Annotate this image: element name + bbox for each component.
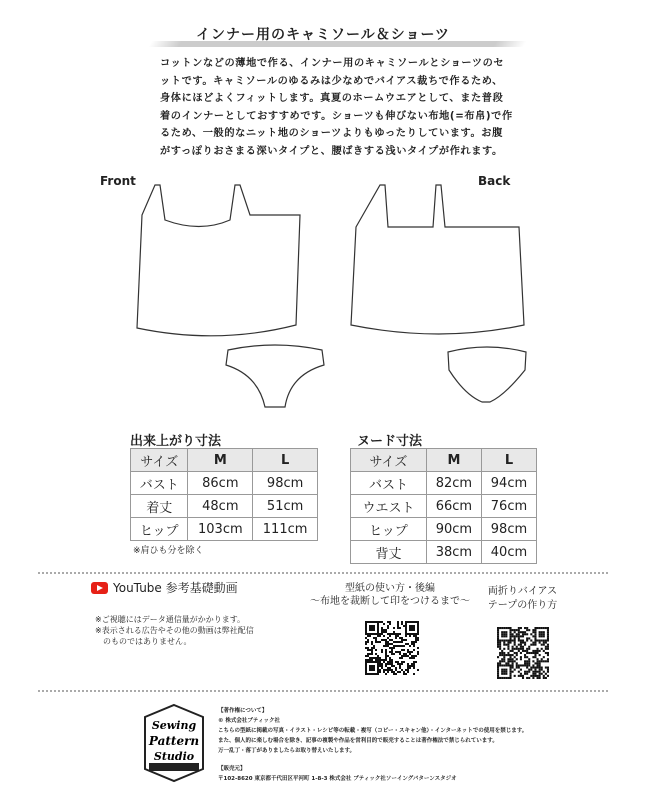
- table-row: サイズ M L: [351, 449, 537, 472]
- youtube-notes: ※ご視聴にはデータ通信量がかかります。 ※表示される広告やその他の動画は弊社配信 のものではありません。: [95, 615, 254, 646]
- finished-size-table: [130, 448, 318, 541]
- nude-size-table: [350, 448, 537, 564]
- svg-text:Studio: Studio: [153, 750, 195, 763]
- youtube-icon: [91, 582, 108, 594]
- camisole-back: [351, 185, 524, 334]
- desc-line: 着のインナーとしておすすめです。ショーツも伸びない布地(=布帛)で作: [160, 110, 513, 122]
- video2-title: 両折りバイアス テープの作り方: [487, 586, 558, 611]
- table-row: ヒップ 90cm 98cm: [351, 518, 537, 541]
- video1-title: 型紙の使い方・後編 〜布地を裁断して印をつけるまで〜: [310, 583, 470, 607]
- qr-code-video2[interactable]: [497, 627, 549, 679]
- camisole-front: [137, 185, 300, 336]
- sewing-pattern-studio-logo: [143, 703, 205, 783]
- youtube-heading: YouTube 参考基礎動画: [113, 581, 238, 595]
- divider: [38, 572, 608, 574]
- footer-legal: 【著作権について】 © 株式会社ブティック社 こちらの型紙に掲載の写真・イラスト・レシピ等の転載・複写（コピー・スキャン他）・インターネットでの使用を禁じます。 また、個人的に楽しむ場合を除き、記事の複製や作品を営利目的で販売することは著作権法で禁じられています。 万一乱丁・落丁がありましたらお取り替えいたします。 【販売元】 〒102-8620 東京都千代田区平河町 1-8-3 株式会社 ブティック社ソーイングパターンスタジオ: [218, 708, 528, 782]
- finished-note: ※肩ひも分を除く: [133, 546, 204, 556]
- page-title: インナー用のキャミソール＆ショーツ: [196, 27, 450, 43]
- shorts-back: [448, 347, 526, 402]
- desc-line: コットンなどの薄地で作る、インナー用のキャミソールとショーツのセ: [160, 58, 505, 69]
- qr-code-video1[interactable]: [365, 621, 419, 675]
- shorts-front: [226, 345, 324, 407]
- garment-illustrations: [0, 175, 646, 420]
- finished-size-title: 出来上がり寸法: [130, 434, 222, 449]
- back-label: Back: [478, 174, 511, 188]
- table-row: バスト 86cm 98cm: [131, 472, 318, 495]
- nude-size-title: ヌード寸法: [357, 434, 423, 449]
- desc-line: 身体にほどよくフィットします。真夏のホームウエアとして、また普段: [160, 93, 504, 105]
- divider: [38, 690, 608, 692]
- desc-line: ットです。キャミソールのゆるみは少なめでバイアス裁ちで作るため、: [160, 75, 503, 87]
- svg-text:Pattern: Pattern: [148, 734, 200, 748]
- table-row: 着丈 48cm 51cm: [131, 495, 318, 518]
- front-label: Front: [100, 174, 136, 188]
- desc-line: るため、一般的なニット地のショーツよりもゆったりしています。お腹: [160, 128, 503, 140]
- table-row: サイズ M L: [131, 449, 318, 472]
- table-row: ウエスト 66cm 76cm: [351, 495, 537, 518]
- table-row: 背丈 38cm 40cm: [351, 541, 537, 564]
- table-row: バスト 82cm 94cm: [351, 472, 537, 495]
- table-row: ヒップ 103cm 111cm: [131, 518, 318, 541]
- desc-line: がすっぽりおさまる深いタイプと、腰ばきする浅いタイプが作れます。: [160, 145, 503, 157]
- svg-text:Sewing: Sewing: [151, 719, 197, 732]
- description: [160, 55, 530, 161]
